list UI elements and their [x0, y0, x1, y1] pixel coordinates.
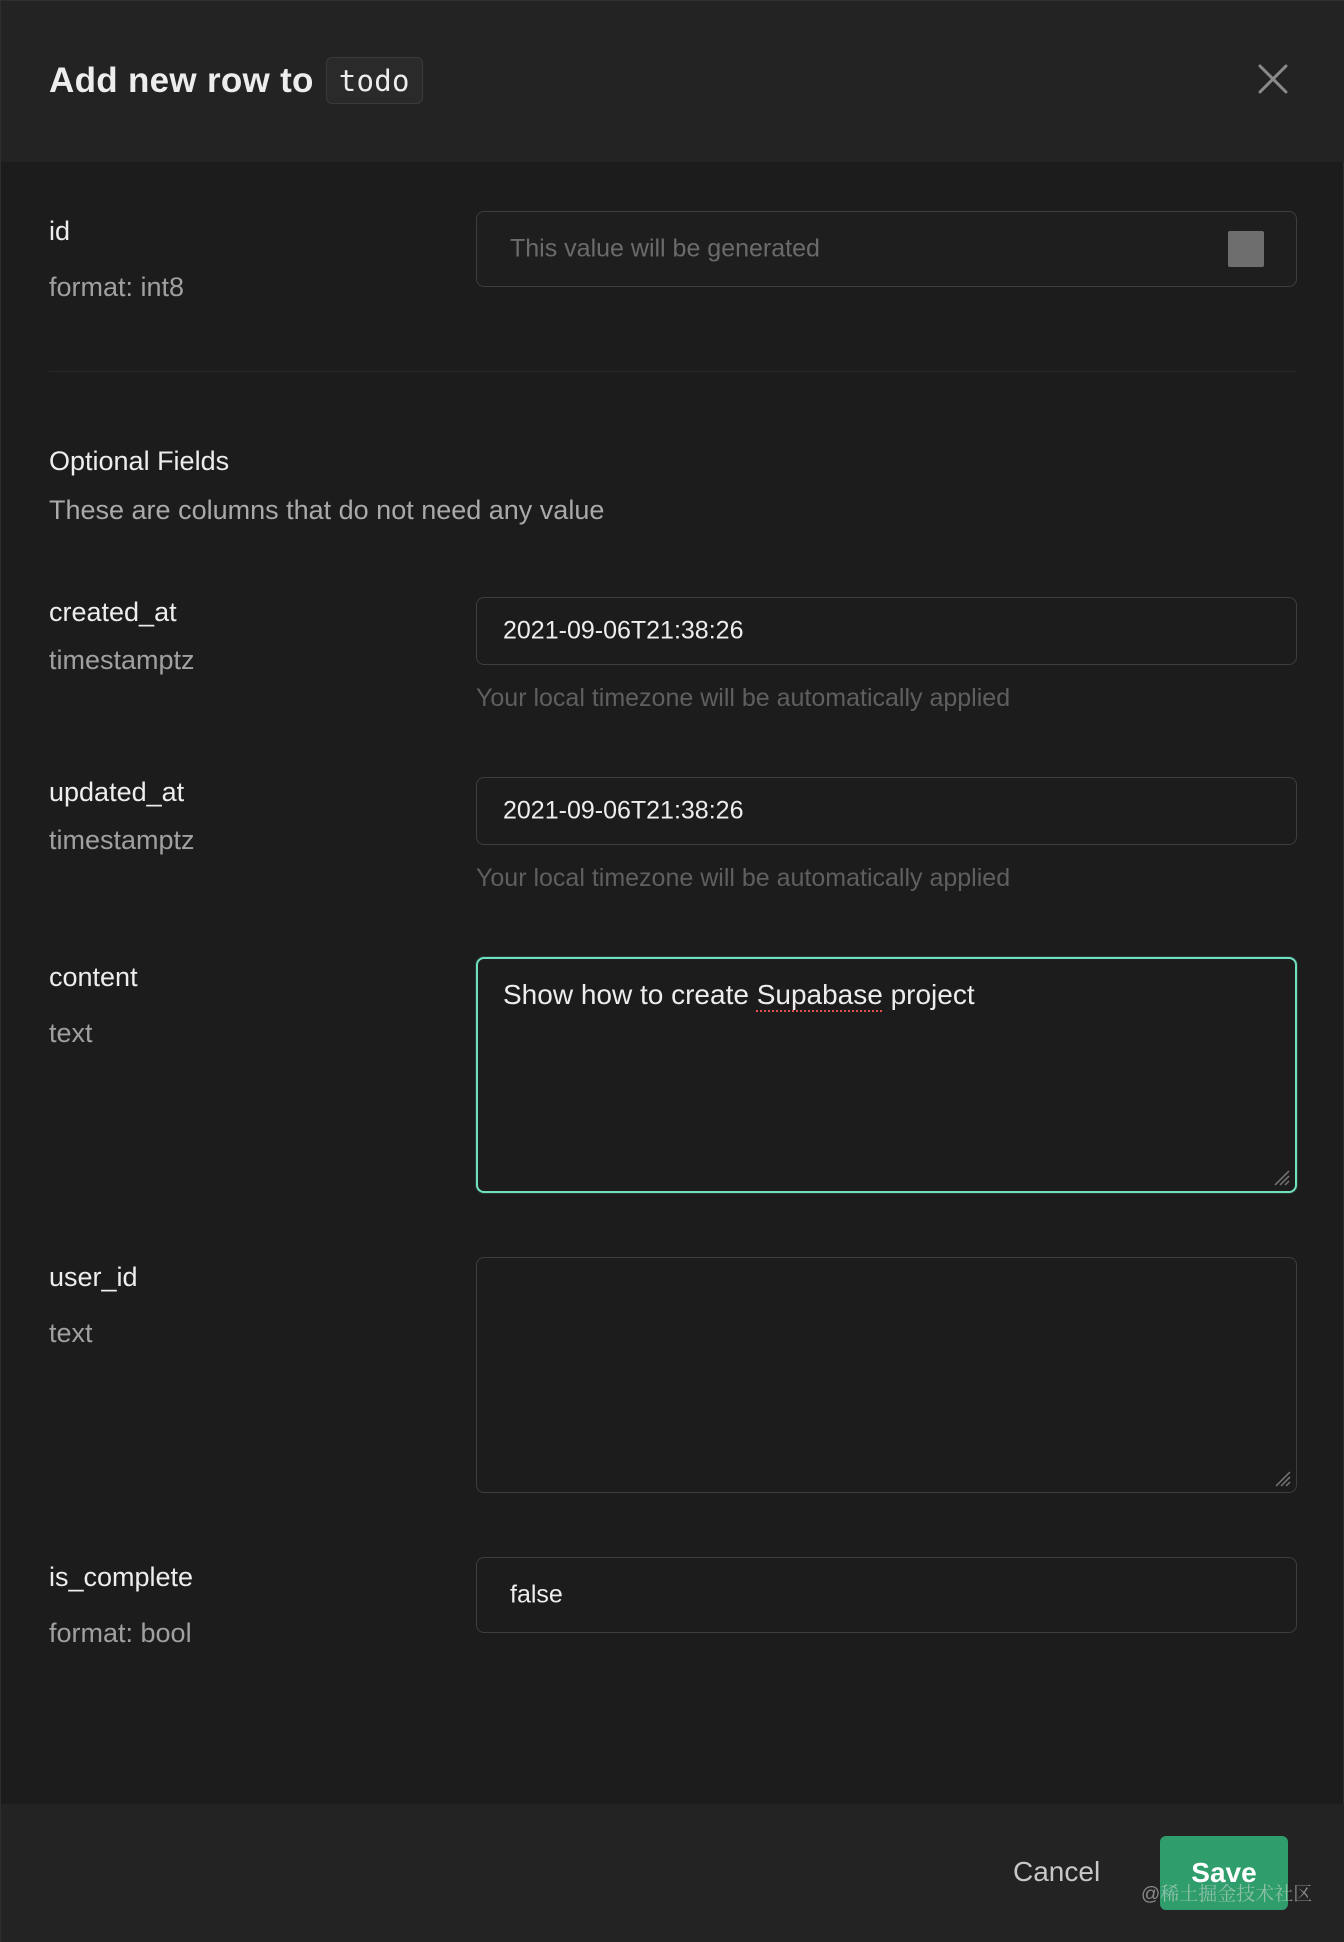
id-placeholder: This value will be generated [510, 234, 820, 263]
created-at-hint: Your local timezone will be automatically applied [476, 684, 1011, 712]
is-complete-value: false [510, 1580, 563, 1609]
updated-at-hint: Your local timezone will be automatically applied [476, 864, 1011, 892]
created-at-value: 2021-09-06T21:38:26 [503, 616, 744, 645]
updated-at-input[interactable] [476, 777, 1297, 845]
is-complete-select[interactable] [476, 1557, 1297, 1633]
created-at-input[interactable] [476, 597, 1297, 665]
panel-footer [1, 1804, 1344, 1942]
content-value-part: project [882, 979, 975, 1010]
panel-header [1, 1, 1344, 162]
content-value [503, 979, 975, 1011]
field-type-content: text [49, 1018, 93, 1048]
field-type-is-complete: format: bool [49, 1618, 192, 1648]
panel-title-text: Add new row to [49, 60, 314, 100]
id-input [476, 211, 1297, 287]
square-icon [1228, 231, 1264, 267]
optional-fields-description: These are columns that do not need any value [49, 495, 605, 525]
field-type-updated-at: timestamptz [49, 825, 195, 855]
close-button[interactable] [1253, 59, 1293, 99]
field-type-created-at: timestamptz [49, 645, 195, 675]
field-name-is-complete: is_complete [49, 1562, 194, 1592]
table-name-chip: todo [326, 57, 423, 104]
close-icon [1253, 59, 1293, 99]
divider [49, 371, 1297, 372]
panel-title [49, 57, 423, 104]
field-name-content: content [49, 962, 138, 992]
content-value-part: Show how to create [503, 979, 757, 1010]
field-name-created-at: created_at [49, 597, 177, 627]
field-name-id: id [49, 216, 71, 246]
user-id-textarea[interactable] [476, 1257, 1297, 1493]
field-name-updated-at: updated_at [49, 777, 185, 807]
content-misspelled-word: Supabase [756, 979, 883, 1010]
field-type-id: format: int8 [49, 272, 185, 302]
watermark: @稀土掘金技术社区 [1141, 1884, 1313, 1905]
resize-grip-icon[interactable] [1269, 1165, 1291, 1187]
resize-grip-icon[interactable] [1270, 1466, 1292, 1488]
field-name-user-id: user_id [49, 1262, 138, 1292]
content-textarea[interactable] [476, 957, 1297, 1193]
optional-fields-title: Optional Fields [49, 446, 230, 476]
field-type-user-id: text [49, 1318, 93, 1348]
save-button-label: Save [1191, 1857, 1257, 1888]
updated-at-value: 2021-09-06T21:38:26 [503, 796, 744, 825]
cancel-button[interactable]: Cancel [1013, 1856, 1101, 1887]
